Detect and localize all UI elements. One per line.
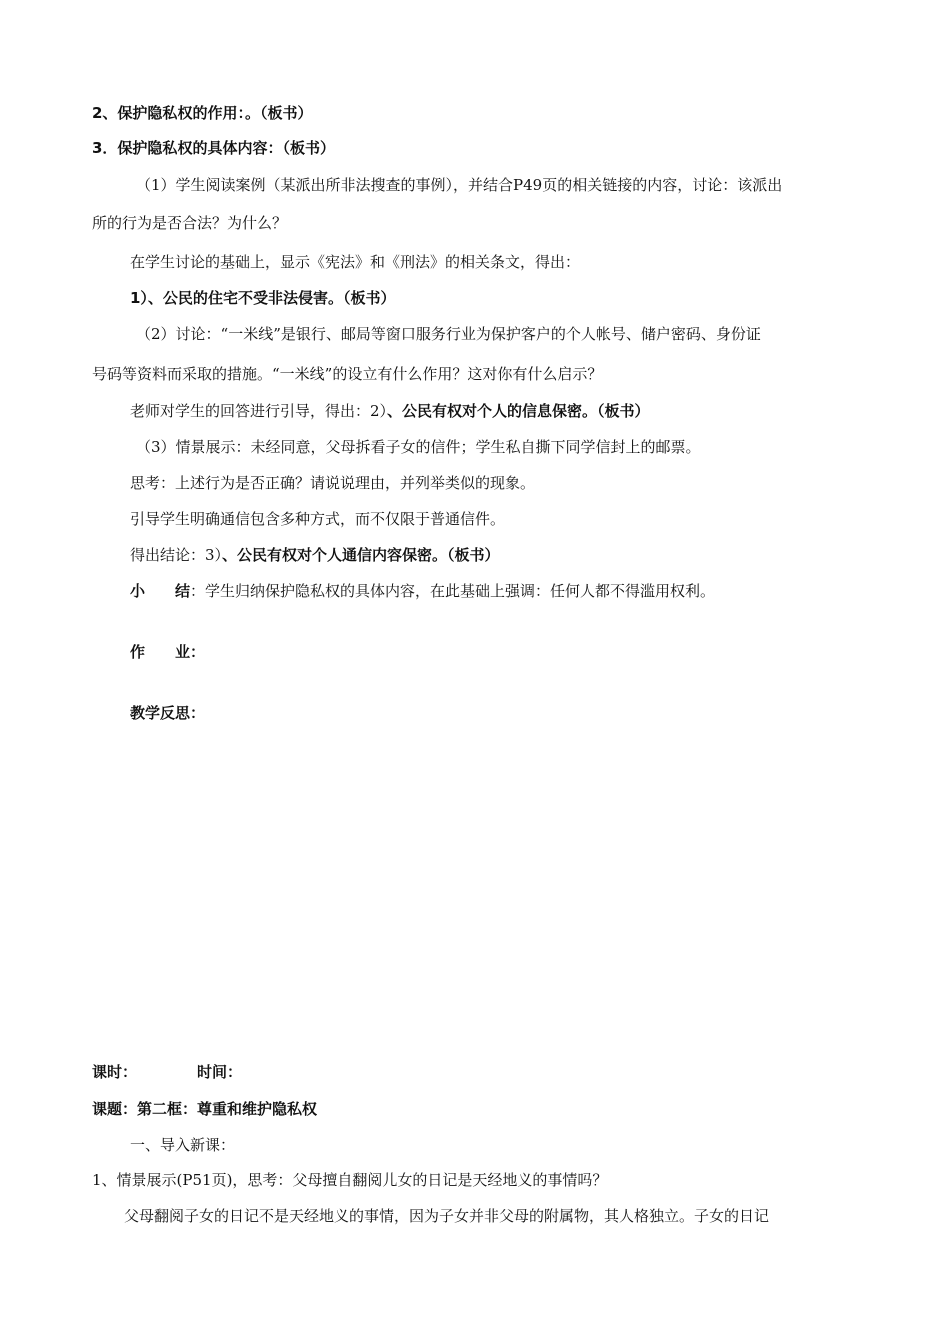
paragraph-law-display: 在学生讨论的基础上，显示《宪法》和《刑法》的相关条文，得出： bbox=[130, 253, 581, 271]
paragraph-one-meter-line: （2）讨论：“一米线”是银行、邮局等窗口服务行业为保护客户的个人帐号、储户密码、身份证 bbox=[136, 325, 761, 343]
conclusion-residence: 1）、公民的住宅不受非法侵害。（板书） bbox=[130, 289, 396, 307]
homework-char2: 业： bbox=[175, 643, 206, 661]
class-period-line bbox=[92, 1062, 242, 1082]
paragraph-summary bbox=[130, 581, 715, 601]
conclusion-comm-privacy: 、公民有权对个人通信内容保密。（板书） bbox=[222, 546, 500, 564]
class-period-label: 课时： bbox=[92, 1063, 138, 1081]
paragraph-communication: 引导学生明确通信包含多种方式，而不仅限于普通信件。 bbox=[130, 510, 506, 528]
lesson-topic: 课题：第二框：尊重和维护隐私权 bbox=[92, 1100, 318, 1118]
summary-text: ：学生归纳保护隐私权的具体内容，在此基础上强调：任何人都不得滥用权利。 bbox=[190, 582, 716, 600]
teaching-reflection-label: 教学反思： bbox=[130, 704, 206, 722]
summary-label-char1: 小 bbox=[130, 582, 146, 600]
time-label: 时间： bbox=[197, 1063, 243, 1081]
paragraph-diary-scenario: 1、情景展示(P51页)，思考：父母擅自翻阅儿女的日记是天经地义的事情吗？ bbox=[92, 1171, 608, 1189]
paragraph-case-reading-cont: 所的行为是否合法？为什么？ bbox=[92, 214, 288, 232]
paragraph-info-conclusion bbox=[130, 401, 650, 421]
paragraph-one-meter-line-cont: 号码等资料而采取的措施。“一米线”的设立有什么作用？这对你有什么启示？ bbox=[92, 365, 603, 383]
info-conclusion-lead: 老师对学生的回答进行引导，得出：2） bbox=[130, 402, 388, 420]
conclusion-info-privacy: 、公民有权对个人的信息保密。（板书） bbox=[387, 402, 650, 420]
heading-privacy-content: 3．保护隐私权的具体内容：（板书） bbox=[92, 139, 335, 157]
summary-label-char2: 结 bbox=[175, 582, 191, 600]
paragraph-diary-answer: 父母翻阅子女的日记不是天经地义的事情，因为子女并非父母的附属物，其人格独立。子女的日记 bbox=[124, 1207, 770, 1225]
paragraph-comm-conclusion bbox=[130, 545, 500, 565]
comm-conclusion-lead: 得出结论：3） bbox=[130, 546, 223, 564]
paragraph-case-reading: （1）学生阅读案例（某派出所非法搜查的事例），并结合P49页的相关链接的内容，讨论：该派出 bbox=[136, 176, 783, 194]
paragraph-think: 思考：上述行为是否正确？请说说理由，并列举类似的现象。 bbox=[130, 474, 536, 492]
paragraph-scenario: （3）情景展示：未经同意，父母拆看子女的信件；学生私自撕下同学信封上的邮票。 bbox=[136, 438, 701, 456]
homework-label bbox=[130, 642, 205, 662]
heading-privacy-role: 2、保护隐私权的作用：。（板书） bbox=[92, 104, 313, 122]
homework-char1: 作 bbox=[130, 643, 146, 661]
section-intro: 一、导入新课： bbox=[130, 1136, 236, 1154]
